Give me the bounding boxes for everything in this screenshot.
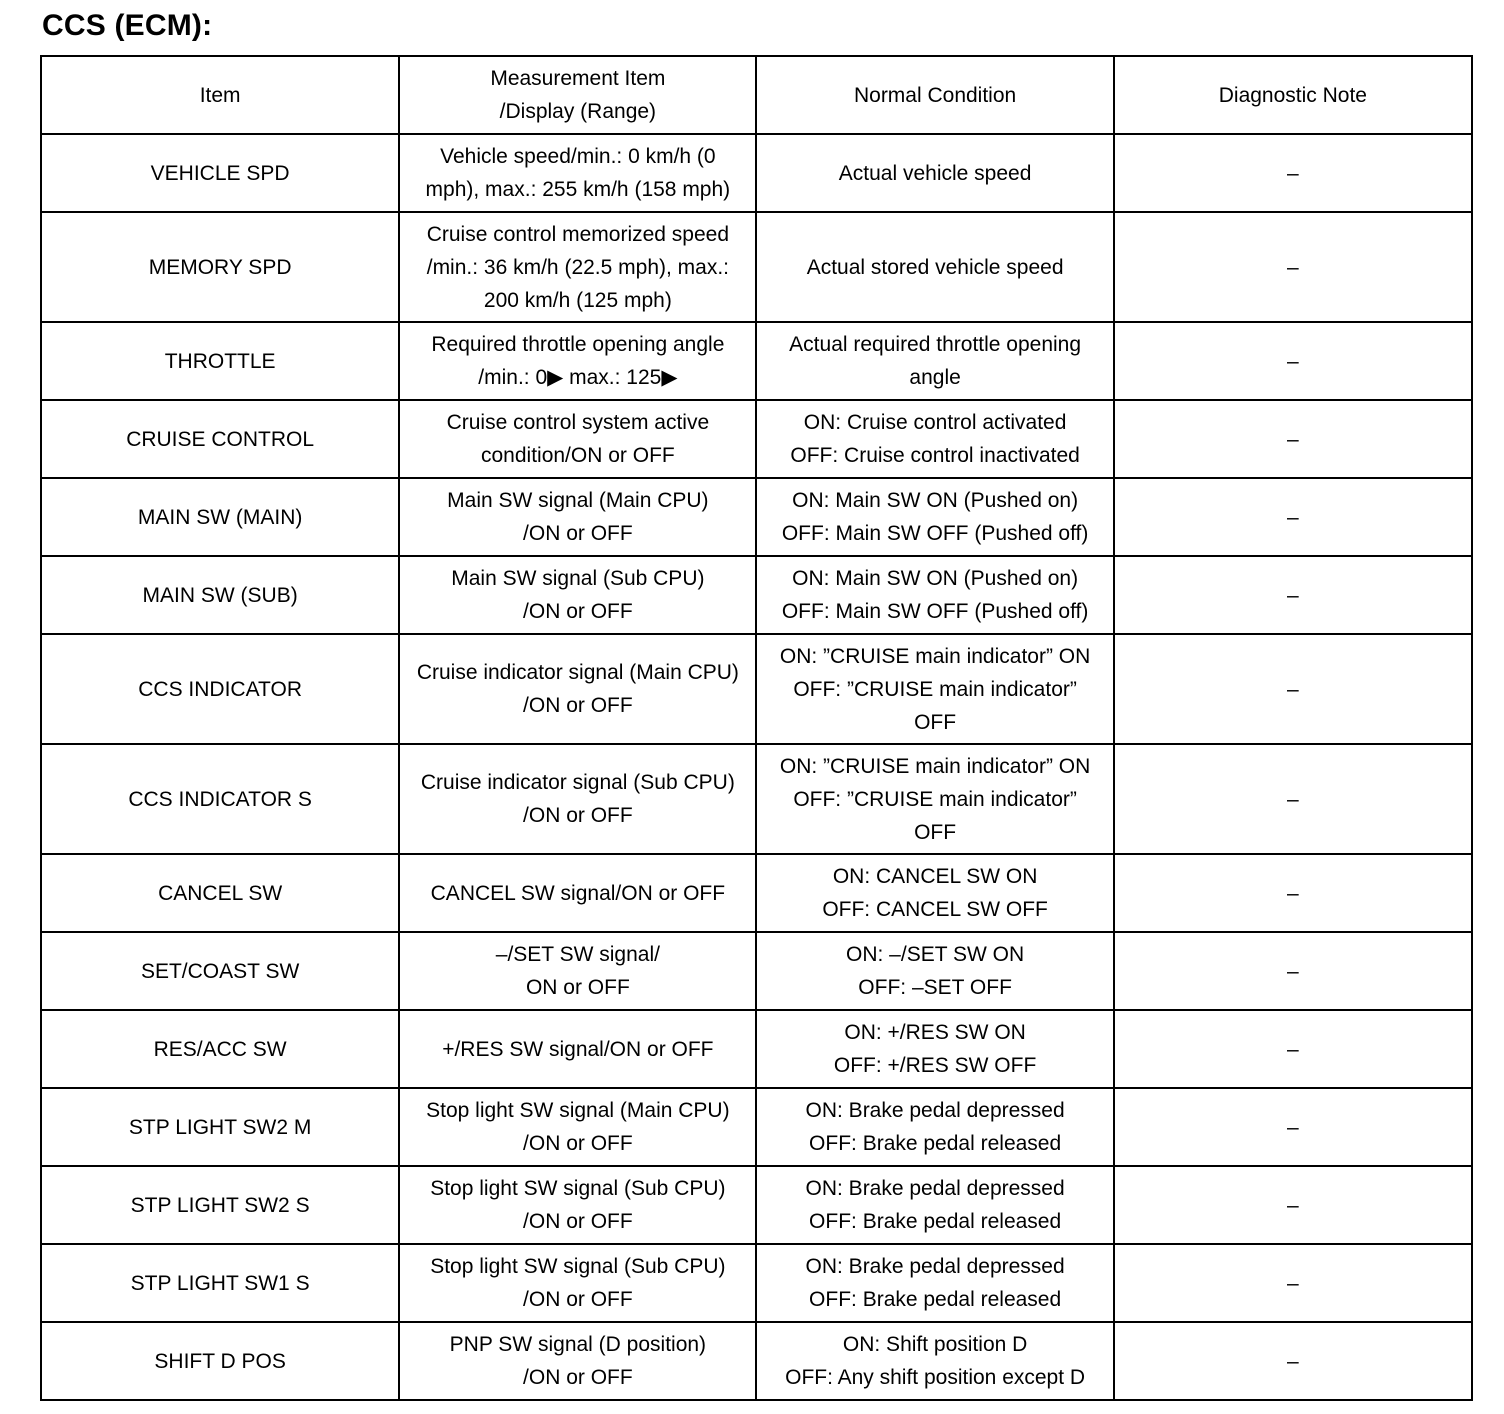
cell-item-text: SHIFT D POS bbox=[154, 1349, 286, 1373]
cell-diagnostic-note-text: – bbox=[1287, 1115, 1299, 1139]
cell-normal-condition-text: ON: ”CRUISE main indicator” ON OFF: ”CRUISE main indicator” OFF bbox=[779, 754, 1091, 844]
cell-item bbox=[41, 478, 399, 556]
cell-item-text: MAIN SW (MAIN) bbox=[137, 505, 303, 529]
cell-diagnostic-note-text: – bbox=[1287, 505, 1299, 529]
table-row bbox=[41, 1010, 1472, 1088]
cell-normal-condition-text: ON: Shift position D OFF: Any shift position except D bbox=[785, 1333, 1086, 1389]
cell-normal-condition bbox=[756, 400, 1113, 478]
cell-diagnostic-note-text: – bbox=[1287, 959, 1299, 983]
cell-item bbox=[41, 1010, 399, 1088]
cell-normal-condition bbox=[756, 322, 1113, 400]
cell-item bbox=[41, 1322, 399, 1400]
cell-measurement-text: Stop light SW signal (Main CPU) /ON or OFF bbox=[426, 1099, 730, 1155]
cell-diagnostic-note bbox=[1114, 1166, 1472, 1244]
cell-measurement bbox=[399, 854, 756, 932]
cell-diagnostic-note-text: – bbox=[1287, 161, 1299, 185]
cell-item-text: MEMORY SPD bbox=[148, 255, 292, 279]
column-header-item bbox=[41, 56, 399, 134]
cell-normal-condition bbox=[756, 1244, 1113, 1322]
cell-measurement bbox=[399, 634, 756, 744]
data-table bbox=[40, 55, 1473, 1401]
cell-item-text: CANCEL SW bbox=[158, 881, 283, 905]
cell-normal-condition bbox=[756, 478, 1113, 556]
cell-normal-condition-text: ON: +/RES SW ON OFF: +/RES SW OFF bbox=[833, 1021, 1037, 1077]
cell-measurement bbox=[399, 134, 756, 212]
table-row bbox=[41, 556, 1472, 634]
cell-measurement-text: Vehicle speed/min.: 0 km/h (0 mph), max.: 255 km/h (158 mph) bbox=[425, 145, 731, 201]
cell-normal-condition bbox=[756, 1166, 1113, 1244]
cell-normal-condition bbox=[756, 854, 1113, 932]
cell-measurement-text: Cruise control system active condition/ON or OFF bbox=[446, 411, 710, 467]
cell-item bbox=[41, 1244, 399, 1322]
cell-item-text: STP LIGHT SW2 S bbox=[130, 1193, 310, 1217]
cell-item bbox=[41, 744, 399, 854]
cell-diagnostic-note bbox=[1114, 854, 1472, 932]
cell-diagnostic-note bbox=[1114, 932, 1472, 1010]
cell-measurement-text: PNP SW signal (D position) /ON or OFF bbox=[449, 1333, 707, 1389]
cell-measurement-text: Main SW signal (Main CPU) /ON or OFF bbox=[447, 489, 709, 545]
cell-measurement bbox=[399, 322, 756, 400]
cell-measurement-text: Cruise indicator signal (Sub CPU) /ON or OFF bbox=[420, 771, 735, 827]
cell-normal-condition-text: Actual vehicle speed bbox=[838, 161, 1032, 185]
column-header-label: Item bbox=[199, 83, 241, 107]
cell-item-text: SET/COAST SW bbox=[140, 959, 300, 983]
cell-item bbox=[41, 556, 399, 634]
cell-measurement bbox=[399, 556, 756, 634]
table-row bbox=[41, 400, 1472, 478]
cell-measurement-text: Required throttle opening angle /min.: 0▶ max.: 125▶ bbox=[431, 333, 725, 389]
cell-normal-condition-text: Actual stored vehicle speed bbox=[806, 255, 1064, 279]
table-row bbox=[41, 854, 1472, 932]
cell-item bbox=[41, 322, 399, 400]
cell-diagnostic-note-text: – bbox=[1287, 881, 1299, 905]
cell-diagnostic-note bbox=[1114, 478, 1472, 556]
cell-normal-condition-text: ON: Cruise control activated OFF: Cruise control inactivated bbox=[790, 411, 1080, 467]
cell-measurement bbox=[399, 400, 756, 478]
cell-diagnostic-note bbox=[1114, 322, 1472, 400]
cell-item bbox=[41, 932, 399, 1010]
cell-measurement-text: Stop light SW signal (Sub CPU) /ON or OFF bbox=[430, 1255, 726, 1311]
cell-diagnostic-note-text: – bbox=[1287, 787, 1299, 811]
table-row bbox=[41, 212, 1472, 322]
cell-measurement bbox=[399, 1244, 756, 1322]
cell-diagnostic-note bbox=[1114, 744, 1472, 854]
table-body bbox=[41, 134, 1472, 1400]
cell-diagnostic-note-text: – bbox=[1287, 1037, 1299, 1061]
cell-item-text: CCS INDICATOR bbox=[138, 677, 302, 701]
cell-normal-condition-text: ON: Main SW ON (Pushed on) OFF: Main SW OFF (Pushed off) bbox=[781, 567, 1089, 623]
cell-measurement-text: Main SW signal (Sub CPU) /ON or OFF bbox=[451, 567, 705, 623]
cell-normal-condition-text: ON: –/SET SW ON OFF: –SET OFF bbox=[846, 943, 1025, 999]
cell-measurement bbox=[399, 1088, 756, 1166]
cell-measurement-text: Cruise control memorized speed /min.: 36 km/h (22.5 mph), max.: 200 km/h (125 mph) bbox=[426, 222, 730, 312]
cell-measurement-text: CANCEL SW signal/ON or OFF bbox=[430, 881, 726, 905]
column-header-label: Diagnostic Note bbox=[1218, 83, 1367, 107]
cell-diagnostic-note bbox=[1114, 556, 1472, 634]
table-row bbox=[41, 634, 1472, 744]
cell-diagnostic-note bbox=[1114, 1010, 1472, 1088]
cell-normal-condition bbox=[756, 634, 1113, 744]
cell-diagnostic-note bbox=[1114, 212, 1472, 322]
cell-diagnostic-note bbox=[1114, 1244, 1472, 1322]
cell-item bbox=[41, 1088, 399, 1166]
table-header-row bbox=[41, 56, 1472, 134]
cell-measurement bbox=[399, 1010, 756, 1088]
cell-diagnostic-note bbox=[1114, 1322, 1472, 1400]
cell-item-text: MAIN SW (SUB) bbox=[142, 583, 298, 607]
cell-normal-condition bbox=[756, 932, 1113, 1010]
table-row bbox=[41, 744, 1472, 854]
table-row bbox=[41, 134, 1472, 212]
table-row bbox=[41, 1166, 1472, 1244]
cell-item bbox=[41, 854, 399, 932]
cell-normal-condition bbox=[756, 1322, 1113, 1400]
cell-normal-condition bbox=[756, 556, 1113, 634]
table-row bbox=[41, 932, 1472, 1010]
cell-diagnostic-note-text: – bbox=[1287, 349, 1299, 373]
page-title: CCS (ECM): bbox=[42, 9, 213, 42]
cell-diagnostic-note-text: – bbox=[1287, 427, 1299, 451]
cell-measurement-text: Stop light SW signal (Sub CPU) /ON or OFF bbox=[430, 1177, 726, 1233]
column-header-label: Normal Condition bbox=[853, 83, 1017, 107]
column-header-measurement bbox=[399, 56, 756, 134]
cell-normal-condition-text: ON: ”CRUISE main indicator” ON OFF: ”CRUISE main indicator” OFF bbox=[779, 644, 1091, 734]
cell-diagnostic-note-text: – bbox=[1287, 583, 1299, 607]
cell-measurement bbox=[399, 1322, 756, 1400]
cell-item bbox=[41, 1166, 399, 1244]
table-row bbox=[41, 1088, 1472, 1166]
cell-diagnostic-note-text: – bbox=[1287, 1349, 1299, 1373]
cell-normal-condition-text: ON: CANCEL SW ON OFF: CANCEL SW OFF bbox=[822, 865, 1048, 921]
cell-measurement bbox=[399, 212, 756, 322]
cell-item bbox=[41, 634, 399, 744]
cell-item-text: VEHICLE SPD bbox=[150, 161, 290, 185]
cell-normal-condition bbox=[756, 134, 1113, 212]
cell-item-text: THROTTLE bbox=[164, 349, 276, 373]
cell-measurement-text: –/SET SW signal/ ON or OFF bbox=[495, 943, 660, 999]
cell-item-text: CCS INDICATOR S bbox=[128, 787, 312, 811]
table-row bbox=[41, 1244, 1472, 1322]
cell-normal-condition-text: ON: Brake pedal depressed OFF: Brake pedal released bbox=[805, 1099, 1065, 1155]
cell-normal-condition-text: ON: Brake pedal depressed OFF: Brake pedal released bbox=[805, 1255, 1065, 1311]
cell-measurement bbox=[399, 744, 756, 854]
cell-measurement bbox=[399, 932, 756, 1010]
cell-normal-condition bbox=[756, 1010, 1113, 1088]
cell-measurement bbox=[399, 1166, 756, 1244]
cell-measurement bbox=[399, 478, 756, 556]
cell-normal-condition-text: Actual required throttle opening angle bbox=[789, 333, 1082, 389]
cell-measurement-text: +/RES SW signal/ON or OFF bbox=[442, 1037, 714, 1061]
cell-item bbox=[41, 400, 399, 478]
cell-diagnostic-note-text: – bbox=[1287, 255, 1299, 279]
cell-measurement-text: Cruise indicator signal (Main CPU) /ON or OFF bbox=[416, 661, 739, 717]
table-row bbox=[41, 322, 1472, 400]
cell-item-text: CRUISE CONTROL bbox=[126, 427, 315, 451]
cell-normal-condition bbox=[756, 212, 1113, 322]
cell-diagnostic-note bbox=[1114, 1088, 1472, 1166]
cell-diagnostic-note bbox=[1114, 134, 1472, 212]
cell-diagnostic-note-text: – bbox=[1287, 1271, 1299, 1295]
cell-diagnostic-note bbox=[1114, 634, 1472, 744]
cell-item-text: STP LIGHT SW1 S bbox=[130, 1271, 310, 1295]
cell-diagnostic-note bbox=[1114, 400, 1472, 478]
cell-diagnostic-note-text: – bbox=[1287, 1193, 1299, 1217]
cell-item-text: STP LIGHT SW2 M bbox=[128, 1115, 312, 1139]
table-row bbox=[41, 478, 1472, 556]
cell-normal-condition bbox=[756, 1088, 1113, 1166]
cell-item bbox=[41, 212, 399, 322]
cell-normal-condition-text: ON: Brake pedal depressed OFF: Brake pedal released bbox=[805, 1177, 1065, 1233]
cell-diagnostic-note-text: – bbox=[1287, 677, 1299, 701]
cell-normal-condition bbox=[756, 744, 1113, 854]
column-header-normal-condition bbox=[756, 56, 1113, 134]
column-header-diagnostic-note bbox=[1114, 56, 1472, 134]
cell-item-text: RES/ACC SW bbox=[153, 1037, 287, 1061]
table-row bbox=[41, 1322, 1472, 1400]
column-header-label: Measurement Item /Display (Range) bbox=[490, 67, 666, 123]
cell-item bbox=[41, 134, 399, 212]
cell-normal-condition-text: ON: Main SW ON (Pushed on) OFF: Main SW OFF (Pushed off) bbox=[781, 489, 1089, 545]
